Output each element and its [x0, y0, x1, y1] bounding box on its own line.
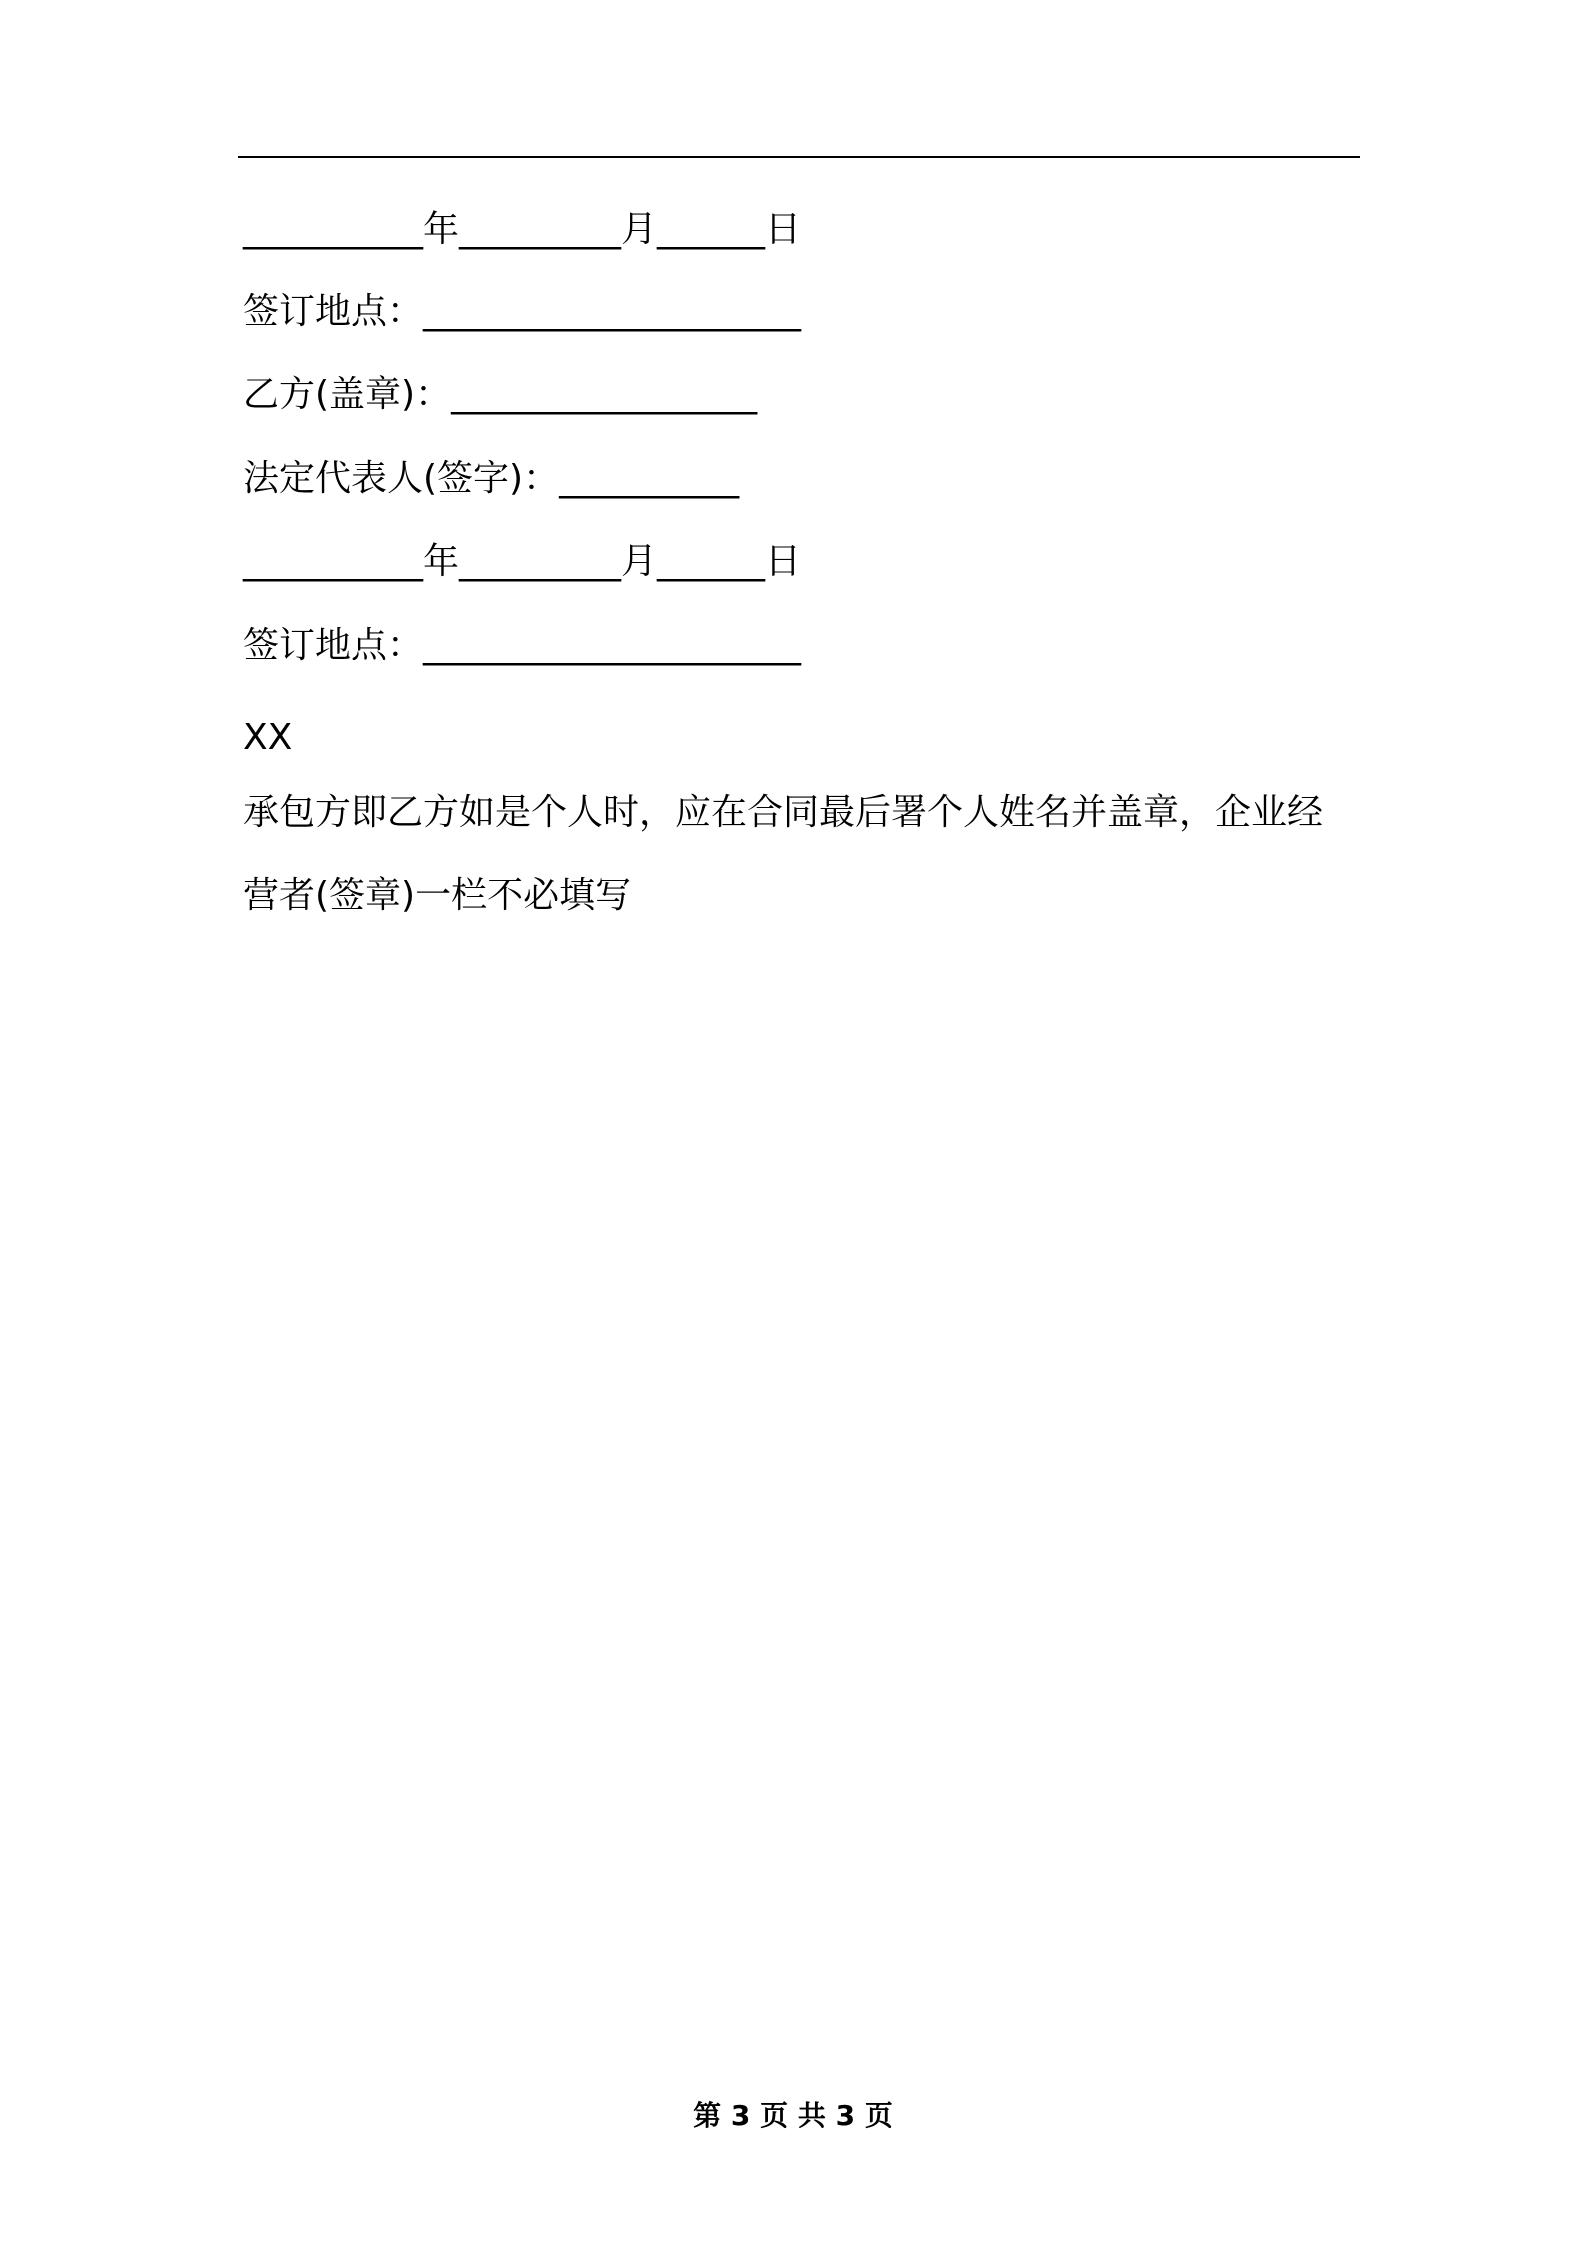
date-line-1: __________年_________月______日 — [243, 209, 801, 250]
signing-place-line-1: 签订地点：_____________________ — [243, 291, 802, 332]
note-paragraph-line-2: 营者(签章)一栏不必填写 — [243, 875, 632, 916]
signing-place-line-2: 签订地点：_____________________ — [243, 625, 802, 666]
page-number-footer: 第 3 页 共 3 页 — [693, 2099, 893, 2132]
placeholder-xx: XX — [243, 717, 293, 758]
legal-representative-signature-line: 法定代表人(签字)：__________ — [243, 458, 740, 499]
date-line-2: __________年_________月______日 — [243, 541, 801, 582]
header-rule — [238, 156, 1360, 158]
party-b-seal-line: 乙方(盖章)：_________________ — [243, 374, 758, 415]
note-paragraph-line-1: 承包方即乙方如是个人时，应在合同最后署个人姓名并盖章，企业经 — [243, 792, 1324, 833]
